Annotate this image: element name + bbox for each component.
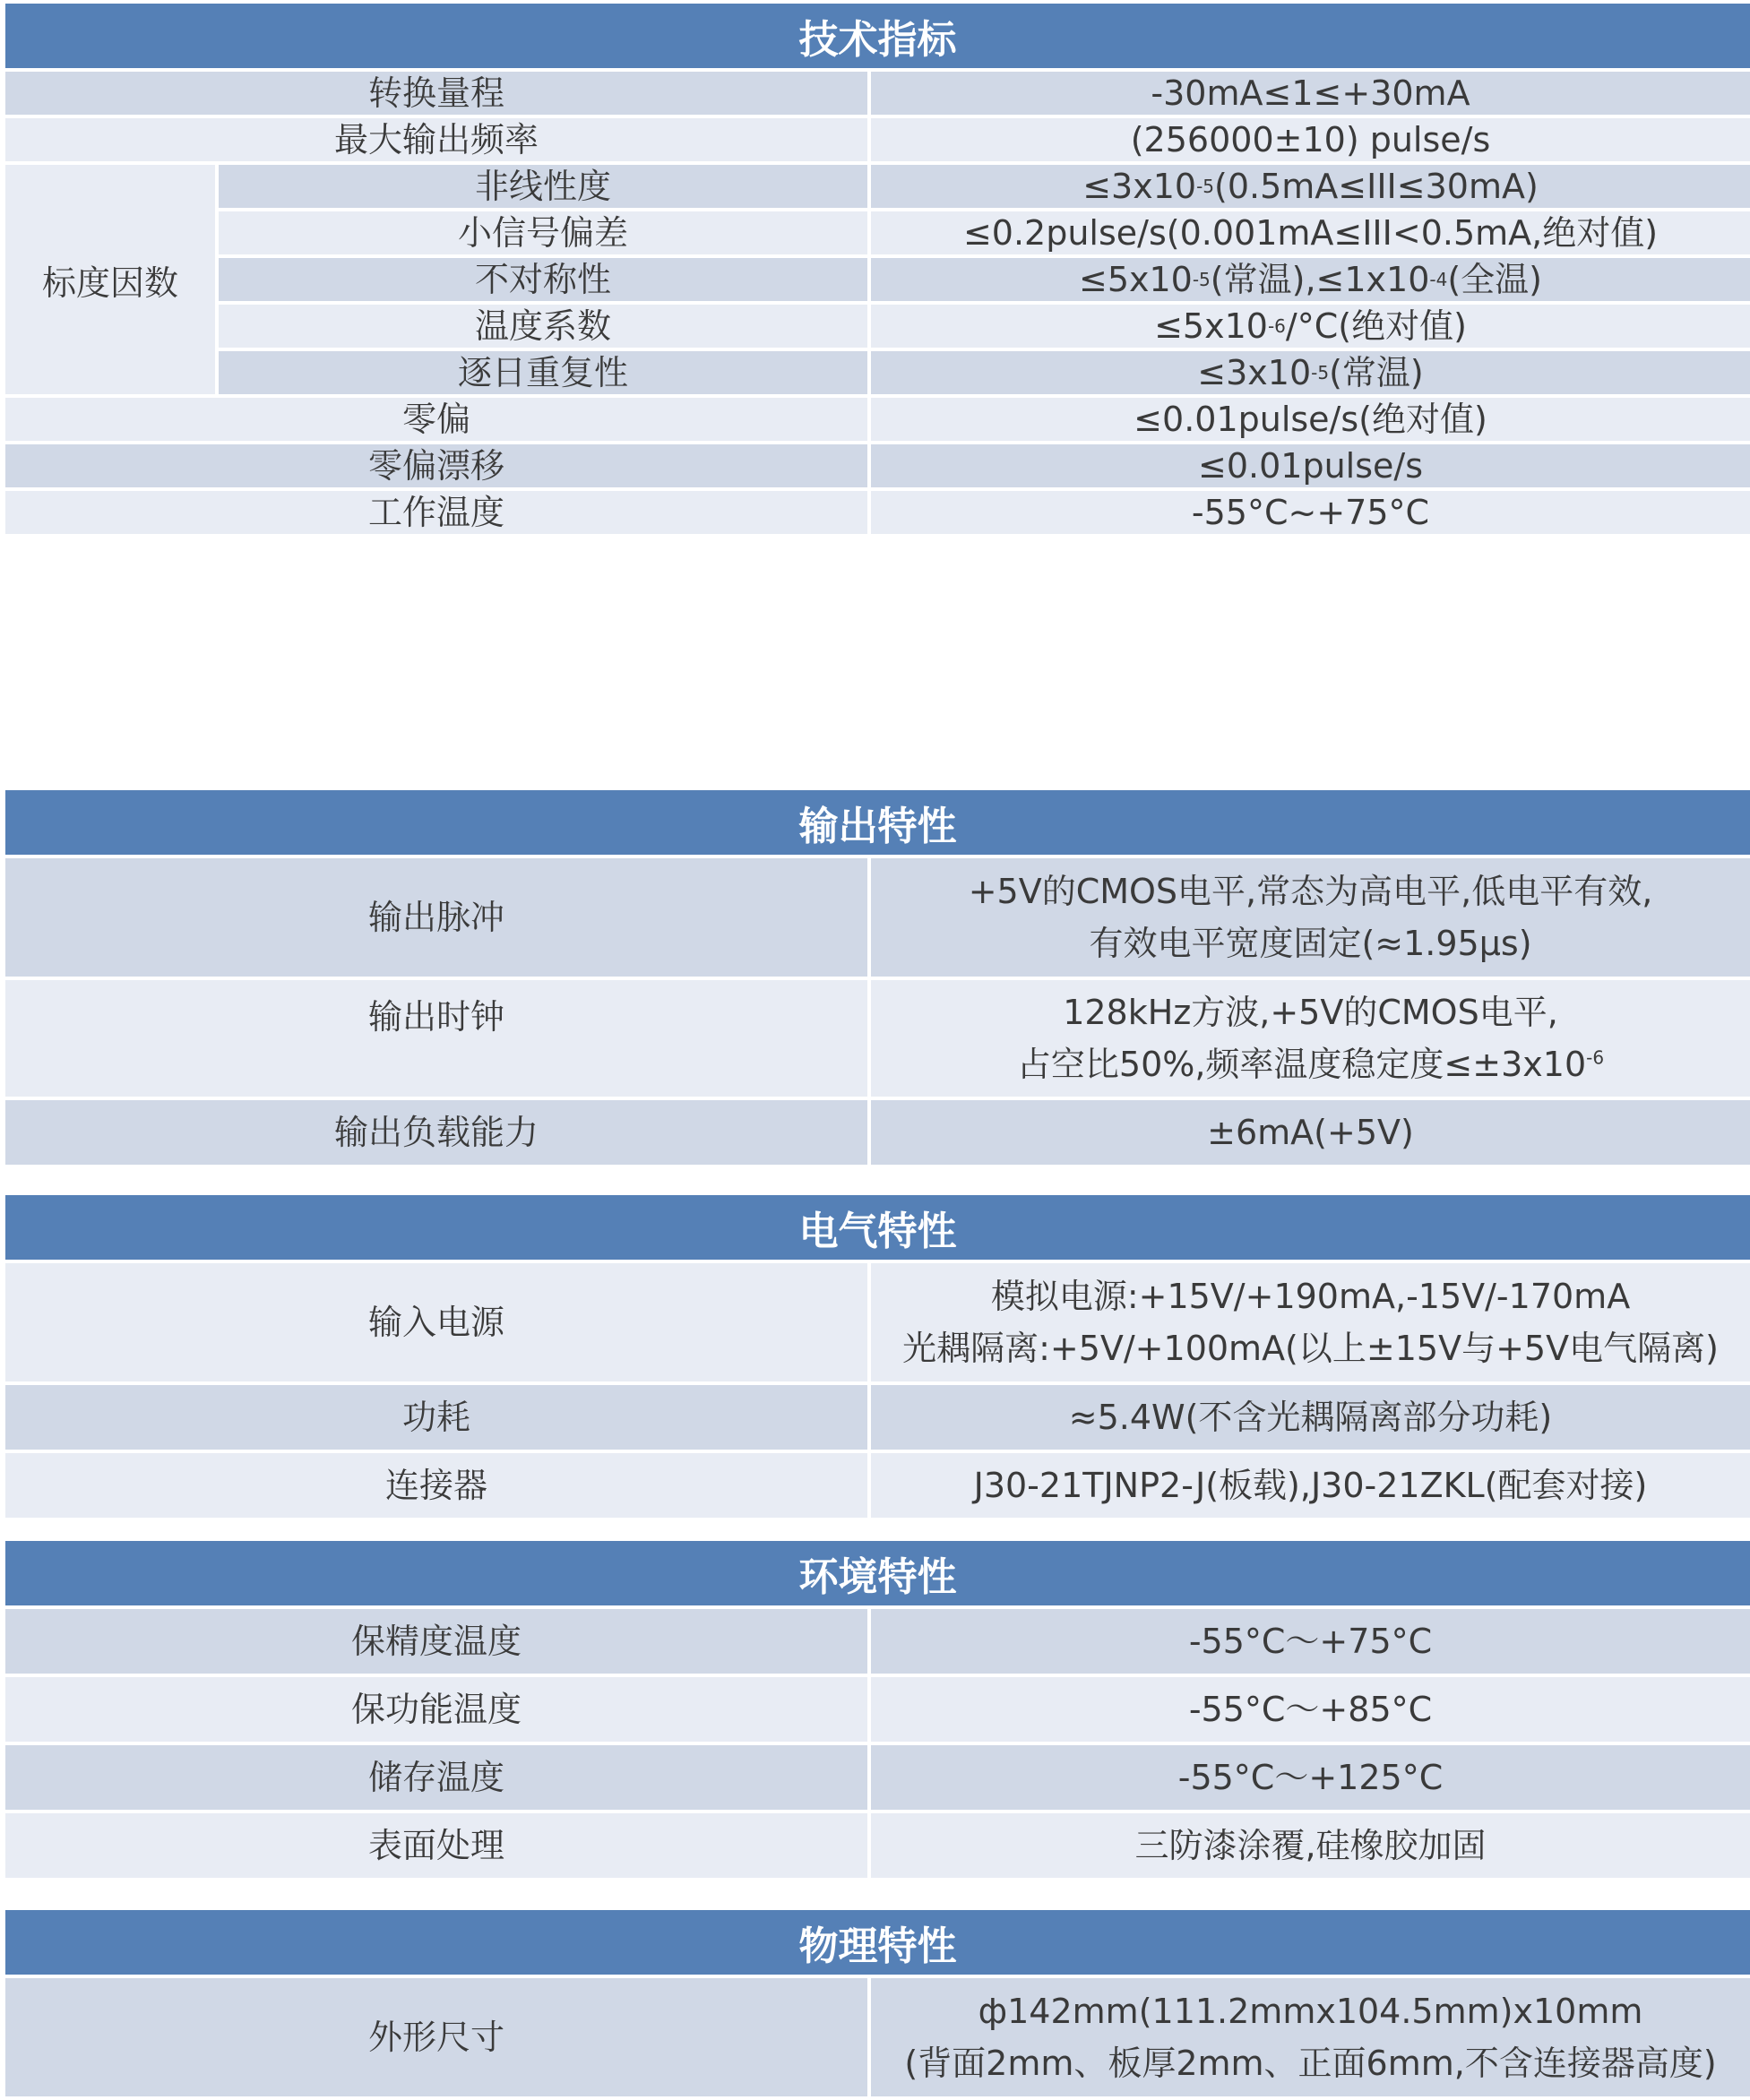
row-value — [871, 980, 1750, 1097]
row-label: 不对称性 — [219, 258, 867, 301]
row-label: 储存温度 — [5, 1745, 867, 1810]
row-value: -55°C～+125°C — [871, 1745, 1750, 1810]
value-line: (背面2mm、板厚2mm、正面6mm,不含连接器高度) — [904, 2044, 1717, 2083]
section-electrical — [5, 1195, 1750, 1521]
value-line: +5V的CMOS电平,常态为高电平,低电平有效, — [968, 872, 1653, 911]
value-line: 光耦隔离:+5V/+100mA(以上±15V与+5V电气隔离) — [902, 1329, 1719, 1368]
row-label: 保功能温度 — [5, 1677, 867, 1742]
row-label: 连接器 — [5, 1453, 867, 1518]
row-label: 转换量程 — [5, 72, 867, 115]
section-title: 输出特性 — [5, 790, 1750, 855]
table-row — [5, 1100, 1750, 1165]
value-line: 模拟电源:+15V/+190mA,-15V/-170mA — [990, 1277, 1631, 1316]
section-title: 电气特性 — [5, 1195, 1750, 1260]
table-row — [5, 118, 1750, 161]
row-value: ≤0.01pulse/s — [871, 444, 1750, 487]
table-row — [5, 1677, 1750, 1742]
section-physical — [5, 1910, 1750, 2100]
value-text: (常温),≤1x10 — [1210, 260, 1430, 299]
value-text: 占空比50%,频率温度稳定度≤±3x10 — [1016, 1045, 1587, 1084]
value-text: /°C(绝对值) — [1285, 306, 1467, 346]
table-row — [5, 1609, 1750, 1674]
row-label: 保精度温度 — [5, 1609, 867, 1674]
row-value — [871, 858, 1750, 977]
row-value: ≤5x10 -6 /°C(绝对值) — [871, 305, 1750, 348]
row-label: 工作温度 — [5, 491, 867, 534]
group-label: 标度因数 — [5, 165, 215, 394]
scale-factor-group — [5, 165, 1750, 394]
row-label: 小信号偏差 — [219, 211, 867, 254]
row-label: 非线性度 — [219, 165, 867, 208]
value-text: ≤5x10 — [1078, 260, 1193, 299]
value-text: ≤5x10 — [1154, 306, 1268, 346]
table-row — [5, 491, 1750, 534]
table-row — [5, 72, 1750, 115]
row-value — [871, 1978, 1750, 2096]
table-row — [219, 165, 1750, 208]
row-value — [871, 1263, 1750, 1381]
row-label: 功耗 — [5, 1385, 867, 1450]
value-text: ≤3x10 — [1197, 353, 1312, 392]
row-label: 零偏 — [5, 398, 867, 441]
table-row — [5, 1745, 1750, 1810]
value-exponent: -6 — [1586, 1046, 1605, 1069]
row-label: 输入电源 — [5, 1263, 867, 1381]
table-row — [219, 258, 1750, 301]
value-text: (全温) — [1447, 260, 1542, 299]
table-row — [5, 1978, 1750, 2096]
row-label: 输出时钟 — [5, 980, 867, 1097]
value-line: 128kHz方波,+5V的CMOS电平, — [1063, 993, 1558, 1032]
value-text: (0.5mA≤III≤30mA) — [1214, 167, 1539, 206]
table-row — [5, 444, 1750, 487]
value-text: ≤3x10 — [1082, 167, 1197, 206]
row-value: -55°C~+75°C — [871, 491, 1750, 534]
row-value: -55°C～+75°C — [871, 1609, 1750, 1674]
row-value: J30-21TJNP2-J(板载),J30-21ZKL(配套对接) — [871, 1453, 1750, 1518]
value-text: (常温) — [1329, 353, 1424, 392]
section-title: 技术指标 — [5, 4, 1750, 68]
row-value: ±6mA(+5V) — [871, 1100, 1750, 1165]
row-value: ≤3x10 -5 (常温) — [871, 351, 1750, 394]
table-row — [219, 211, 1750, 254]
value-line — [1017, 1038, 1604, 1090]
row-value: 三防漆涂覆,硅橡胶加固 — [871, 1813, 1750, 1878]
row-label: 输出脉冲 — [5, 858, 867, 977]
row-value: -55°C～+85°C — [871, 1677, 1750, 1742]
table-row — [219, 305, 1750, 348]
table-row — [5, 1385, 1750, 1450]
row-label: 逐日重复性 — [219, 351, 867, 394]
table-row — [5, 858, 1750, 977]
row-label: 温度系数 — [219, 305, 867, 348]
section-output — [5, 790, 1750, 1168]
table-row — [5, 398, 1750, 441]
section-title: 环境特性 — [5, 1541, 1750, 1605]
row-value: ≤5x10 -5 (常温),≤1x10 -4 (全温) — [871, 258, 1750, 301]
row-label: 表面处理 — [5, 1813, 867, 1878]
table-row — [5, 980, 1750, 1097]
section-environment — [5, 1541, 1750, 1881]
row-label: 零偏漂移 — [5, 444, 867, 487]
row-value: -30mA≤1≤+30mA — [871, 72, 1750, 115]
section-title: 物理特性 — [5, 1910, 1750, 1975]
table-row — [5, 1453, 1750, 1518]
table-row — [5, 1813, 1750, 1878]
row-label: 输出负载能力 — [5, 1100, 867, 1165]
row-value: (256000±10) pulse/s — [871, 118, 1750, 161]
section-tech-specs — [5, 4, 1750, 538]
table-row — [219, 351, 1750, 394]
table-row — [5, 1263, 1750, 1381]
row-label: 外形尺寸 — [5, 1978, 867, 2096]
value-line: 有效电平宽度固定(≈1.95μs) — [1089, 924, 1532, 963]
row-value: ≤0.2pulse/s(0.001mA≤III<0.5mA,绝对值) — [871, 211, 1750, 254]
row-value: ≈5.4W(不含光耦隔离部分功耗) — [871, 1385, 1750, 1450]
row-value: ≤3x10 -5 (0.5mA≤III≤30mA) — [871, 165, 1750, 208]
row-value: ≤0.01pulse/s(绝对值) — [871, 398, 1750, 441]
row-label: 最大输出频率 — [5, 118, 867, 161]
value-line: ф142mm(111.2mmx104.5mm)x10mm — [978, 1992, 1643, 2031]
